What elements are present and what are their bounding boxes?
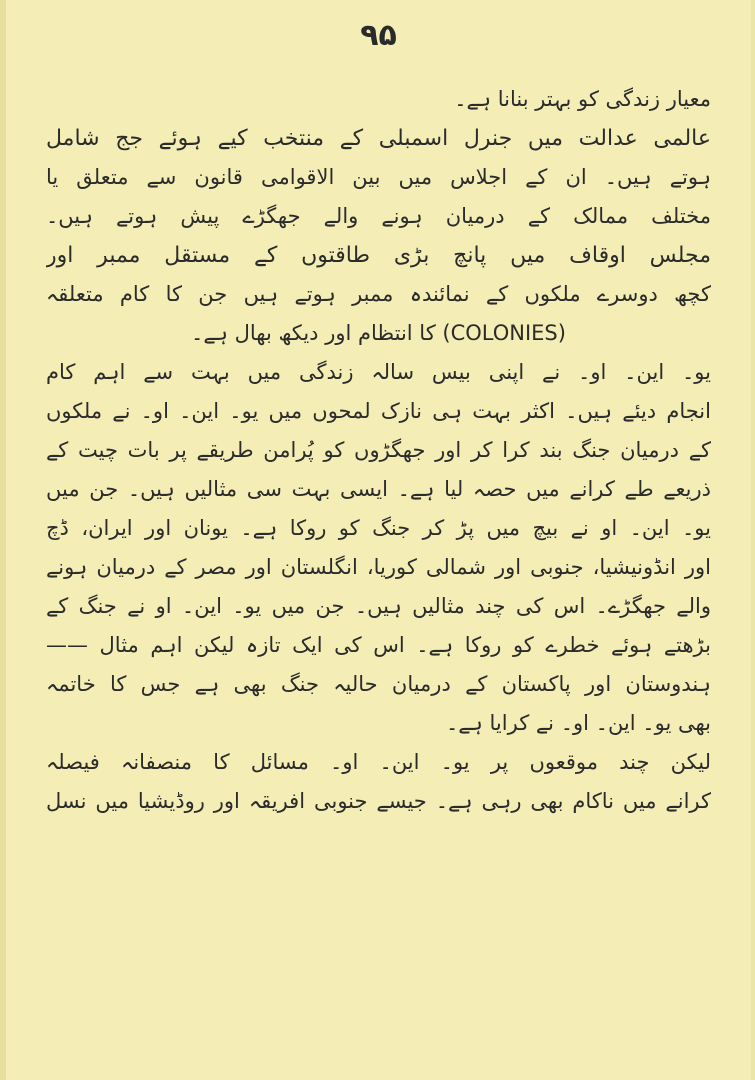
text-line: کچھ دوسرے ملکوں کے نمائندہ ممبر ہوتے ہیں جن کا کام متعلقہ bbox=[46, 282, 711, 306]
text-line: (COLONIES) کا انتظام اور دیکھ بھال ہے۔ bbox=[191, 321, 566, 345]
text-line: بھی یو۔ این۔ او۔ نے کرایا ہے۔ bbox=[445, 711, 711, 735]
text-line: مجلس اوقاف میں پانچ بڑی طاقتوں کے مستقل ممبر اور bbox=[46, 243, 711, 268]
text-line: یو۔ این۔ او نے بیچ میں پڑ کر جنگ کو روکا ہے۔ یونان اور ایران، ڈچ bbox=[46, 516, 711, 540]
text-line: کرانے میں ناکام بھی رہی ہے۔ جیسے جنوبی افریقہ اور روڈیشیا میں نسل bbox=[46, 789, 711, 813]
text-line: مختلف ممالک کے درمیان ہونے والے جھگڑے پیش ہوتے ہیں۔ bbox=[46, 204, 711, 228]
text-line: والے جھگڑے۔ اس کی چند مثالیں ہیں۔ جن میں یو۔ این۔ او نے جنگ کے bbox=[46, 594, 711, 618]
text-line: انجام دیئے ہیں۔ اکثر بہت ہی نازک لمحوں میں یو۔ این۔ او۔ نے ملکوں bbox=[46, 399, 711, 423]
text-line: معیار زندگی کو بہتر بنانا ہے۔ bbox=[454, 87, 711, 111]
text-line: ہوتے ہیں۔ ان کے اجلاس میں بین الاقوامی قانون سے متعلق یا bbox=[46, 165, 711, 189]
text-line: ذریعے طے کرانے میں حصہ لیا ہے۔ ایسی بہت سی مثالیں ہیں۔ جن میں bbox=[46, 477, 711, 501]
text-line: عالمی عدالت میں جنرل اسمبلی کے منتخب کیے ہوئے جج شامل bbox=[46, 126, 711, 151]
page-number: ۹۵ bbox=[360, 18, 397, 53]
text-line: اور انڈونیشیا، جنوبی اور شمالی کوریا، انگلستان اور مصر کے درمیان ہونے bbox=[46, 555, 711, 579]
text-line: ہندوستان اور پاکستان کے درمیان حالیہ جنگ بھی ہے جس کا خاتمہ bbox=[46, 672, 711, 696]
text-line: لیکن چند موقعوں پر یو۔ این۔ او۔ مسائل کا منصفانہ فیصلہ bbox=[46, 750, 711, 774]
text-line: کے درمیان جنگ بند کرا کر اور جھگڑوں کو پُرامن طریقے پر بات چیت کے bbox=[46, 438, 711, 462]
text-line: یو۔ این۔ او۔ نے اپنی بیس سالہ زندگی میں بہت سے اہم کام bbox=[46, 360, 711, 384]
text-line: بڑھتے ہوئے خطرے کو روکا ہے۔ اس کی ایک تازہ لیکن اہم مثال —— bbox=[46, 633, 711, 657]
page-body bbox=[46, 80, 711, 821]
